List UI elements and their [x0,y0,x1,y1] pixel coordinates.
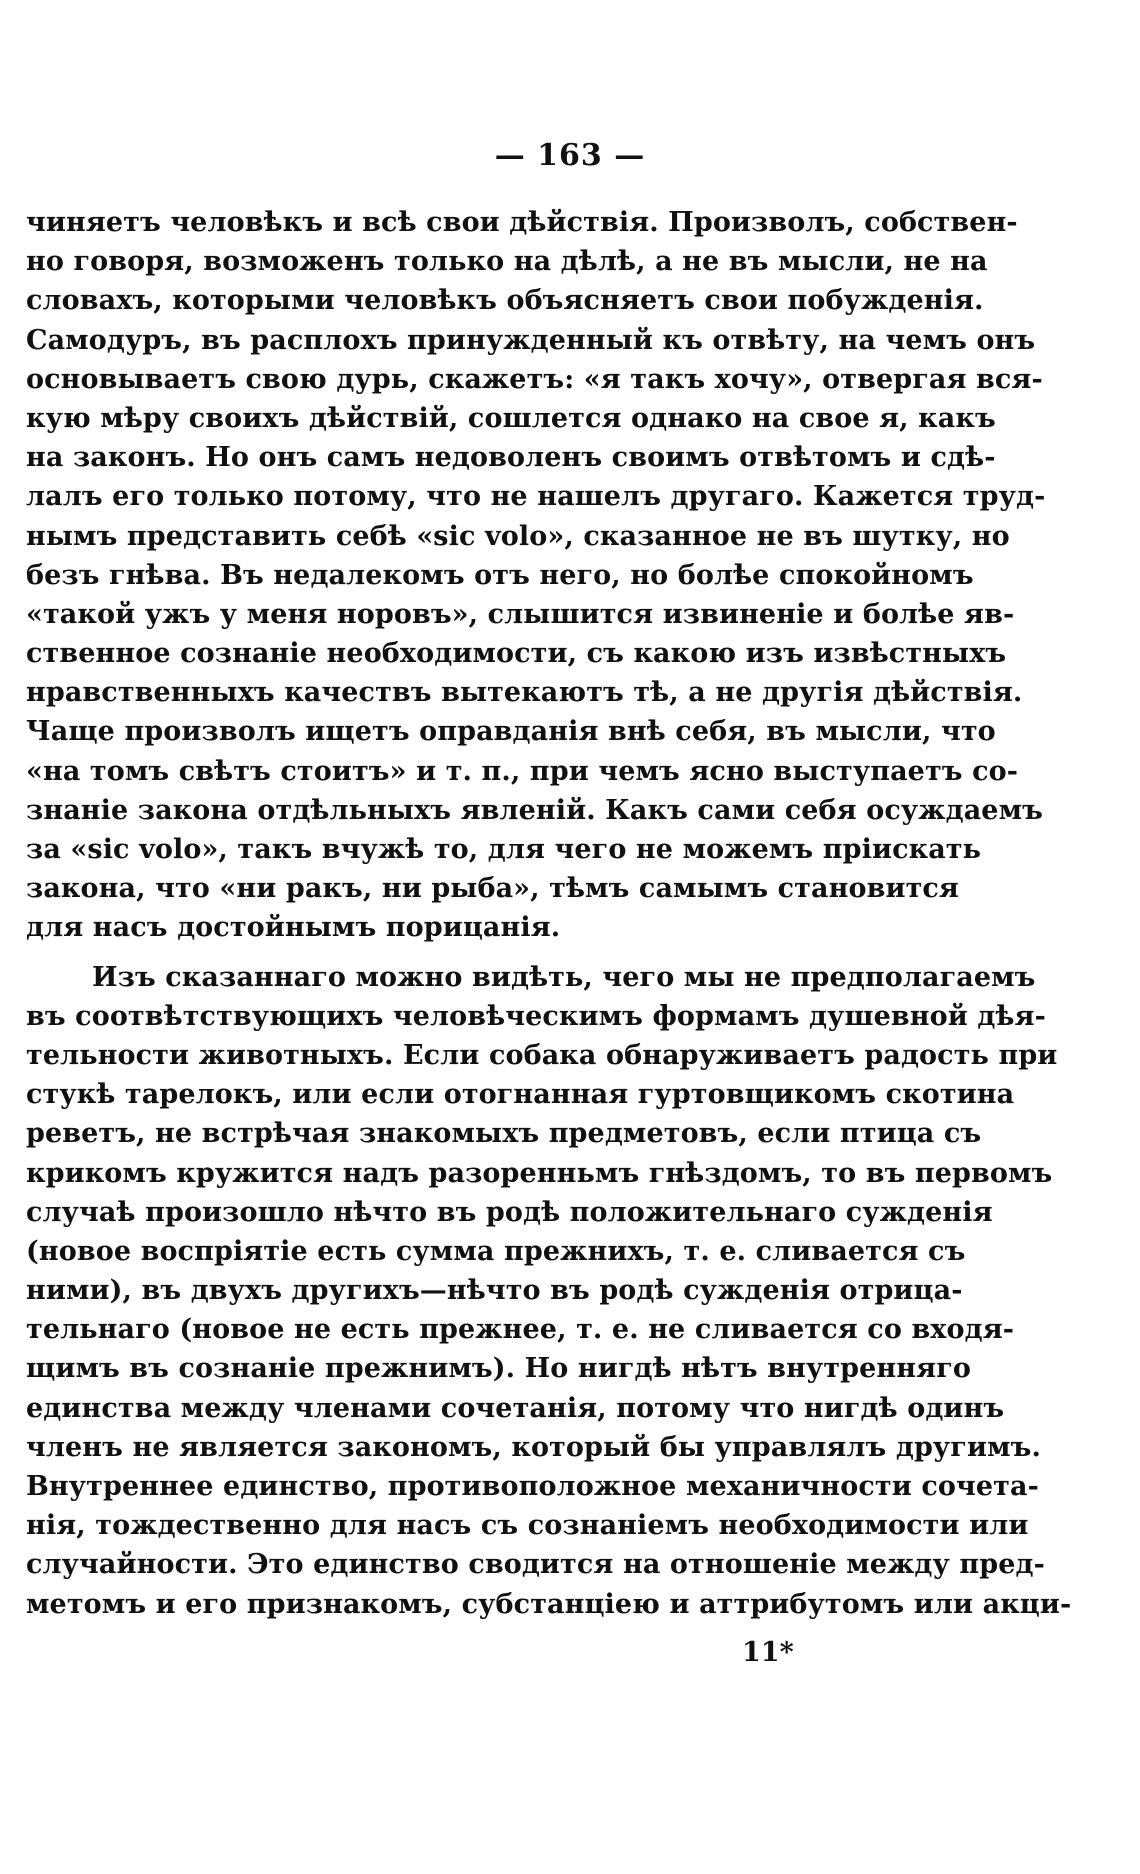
text-line: чиняетъ человѣкъ и всѣ свои дѣйствія. Произволъ, собствен- [26,207,1018,238]
text-line: безъ гнѣва. Въ недалекомъ отъ него, но болѣе спокойномъ [26,559,974,591]
text-line: случаѣ произошло нѣчто въ родѣ положительнаго сужденія [26,1196,993,1228]
text-line: Изъ сказаннаго можно видѣть, чего мы не предполагаемъ [92,961,1036,993]
text-line: для насъ достойнымъ порицанія. [26,912,561,944]
text-line: нравственныхъ качествъ вытекаютъ тѣ, а не другія дѣйствія. [26,677,1023,709]
text-line: ственное сознаніе необходимости, съ какою изъ извѣстныхъ [26,638,1007,670]
text-line: тельнаго (новое не есть прежнее, т. е. не сливается со входя- [26,1314,1015,1346]
text-line: стукѣ тарелокъ, или если отогнанная гуртовщикомъ скотина [26,1079,1015,1111]
text-line: (новое воспріятіе есть сумма прежнихъ, т. е. сливается съ [26,1235,966,1267]
text-line: «на томъ свѣтъ стоитъ» и т. п., при чемъ ясно выступаетъ со- [26,755,1019,787]
text-line: лалъ его только потому, что не нашелъ другаго. Кажется труд- [26,481,1046,513]
text-line: словахъ, которыми человѣкъ объясняетъ свои побужденія. [26,285,984,317]
text-line: тельности животныхъ. Если собака обнаруживаетъ радость при [26,1039,1058,1071]
text-line: нымъ представить себѣ «sic volo», сказанное не въ шутку, но [26,520,1010,552]
text-line: закона, что «ни ракъ, ни рыба», тѣмъ самымъ становится [26,873,959,905]
text-line: метомъ и его признакомъ, субстанціею и аттрибутомъ или акци- [26,1588,1072,1620]
body-text [26,203,1072,1624]
text-line: основываетъ свою дурь, скажетъ: «я такъ хочу», отвергая вся- [26,363,1043,395]
text-line: Самодуръ, въ расплохъ принужденный къ отвѣту, на чемъ онъ [26,324,1036,356]
text-line: «такой ужъ у меня норовъ», слышится извиненіе и болѣе яв- [26,598,1015,630]
text-line: на законъ. Но онъ самъ недоволенъ своимъ отвѣтомъ и сдѣ- [26,442,996,474]
text-line: кую мѣру своихъ дѣйствій, сошлется однако на свое я, какъ [26,402,996,434]
paragraph-1 [26,203,1046,948]
text-line: членъ не является закономъ, который бы управлялъ другимъ. [26,1431,1041,1463]
text-line: за «sic volo», такъ вчужѣ то, для чего не можемъ пріискать [26,834,982,865]
paragraph-2 [26,958,1072,1624]
text-line: единства между членами сочетанія, потому что нигдѣ одинъ [26,1392,1005,1424]
text-line: реветъ, не встрѣчая знакомыхъ предметовъ, если птица съ [26,1118,982,1150]
text-line: щимъ въ сознаніе прежнимъ). Но нигдѣ нѣтъ внутренняго [26,1353,971,1385]
text-line: случайности. Это единство сводится на отношеніе между пред- [26,1549,1045,1581]
text-line: Внутреннее единство, противоположное механичности сочета- [26,1471,1039,1502]
text-line: но говоря, возможенъ только на дѣлѣ, а не въ мысли, не на [26,246,988,278]
signature-mark: 11* [742,1637,794,1668]
text-line: знаніе закона отдѣльныхъ явленій. Какъ сами себя осуждаемъ [26,794,1043,826]
text-line: ними), въ двухъ другихъ—нѣчто въ родѣ сужденія отрица- [26,1275,963,1307]
text-line: въ соотвѣтствующихъ человѣческимъ формамъ душевной дѣя- [26,1000,1046,1032]
text-line: нія, тождественно для насъ съ сознаніемъ необходимости или [26,1510,1029,1542]
page-number: — 163 — [494,138,646,173]
text-line: Чаще произволъ ищетъ оправданія внѣ себя, въ мысли, что [26,716,996,748]
text-line: крикомъ кружится надъ разоренньмъ гнѣздомъ, то въ первомъ [26,1157,1053,1189]
